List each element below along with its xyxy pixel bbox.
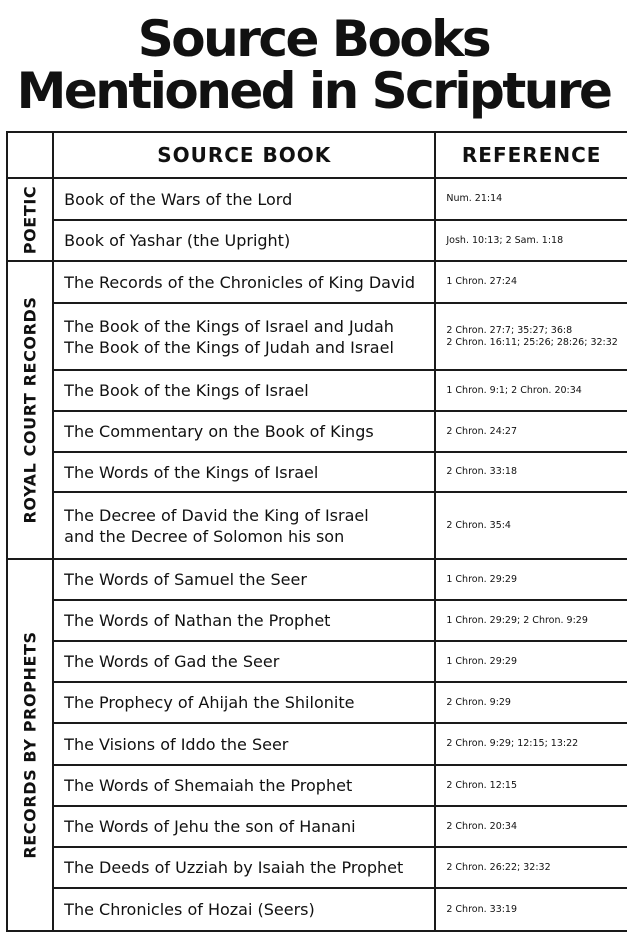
source-book-name: The Book of the Kings of Israel and Judah <box>64 316 394 336</box>
page-title-line-2: Mentioned in Scripture <box>16 62 611 120</box>
reference-text: 2 Chron. 12:15 <box>446 779 518 791</box>
reference-cell <box>435 888 627 931</box>
reference-cell <box>435 261 627 303</box>
table-row <box>7 178 627 220</box>
table-row <box>7 220 627 261</box>
table-row <box>7 888 627 931</box>
source-book-cell <box>53 847 435 888</box>
group-label: ROYAL COURT RECORDS <box>20 296 40 524</box>
group-label: POETIC <box>20 185 40 254</box>
source-book-name: The Book of the Kings of Judah and Israel <box>64 337 394 357</box>
reference-cell <box>435 559 627 600</box>
reference-header: REFERENCE <box>435 132 627 178</box>
source-book-name: The Chronicles of Hozai (Seers) <box>64 900 315 919</box>
group-cell <box>7 178 53 261</box>
table-row <box>7 261 627 303</box>
reference-text: 2 Chron. 35:4 <box>446 519 511 531</box>
reference-text: 2 Chron. 9:29; 12:15; 13:22 <box>446 738 579 749</box>
reference-text: 1 Chron. 29:29 <box>446 573 518 585</box>
group-cell <box>7 261 53 559</box>
source-book-name: The Records of the Chronicles of King David <box>64 272 416 292</box>
reference-text: Josh. 10:13; 2 Sam. 1:18 <box>446 234 564 246</box>
reference-cell <box>435 492 627 559</box>
source-book-name: The Words of Samuel the Seer <box>64 570 307 589</box>
table-row <box>7 765 627 806</box>
table-row <box>7 641 627 682</box>
group-label: RECORDS BY PROPHETS <box>20 631 40 859</box>
group-cell <box>7 559 53 931</box>
source-book-cell <box>53 492 435 559</box>
reference-text: 1 Chron. 29:29; 2 Chron. 9:29 <box>446 614 588 626</box>
reference-cell <box>435 220 627 261</box>
table-row <box>7 370 627 411</box>
source-book-cell <box>53 559 435 600</box>
reference-text: 1 Chron. 9:1; 2 Chron. 20:34 <box>446 384 582 396</box>
reference-cell <box>435 178 627 220</box>
reference-text: 2 Chron. 24:27 <box>446 425 518 437</box>
reference-cell <box>435 600 627 641</box>
table-row <box>7 559 627 600</box>
source-book-cell <box>53 220 435 261</box>
table-row <box>7 600 627 641</box>
reference-cell <box>435 682 627 723</box>
source-book-name: Book of the Wars of the Lord <box>64 189 293 209</box>
source-book-name: The Words of Shemaiah the Prophet <box>64 776 353 795</box>
source-books-table <box>6 131 627 932</box>
reference-cell <box>435 765 627 806</box>
reference-cell <box>435 723 627 765</box>
source-book-name: The Deeds of Uzziah by Isaiah the Prophet <box>64 858 404 877</box>
reference-text: Num. 21:14 <box>446 193 503 204</box>
source-book-name: The Decree of David the King of Israel <box>64 505 369 525</box>
table-row <box>7 452 627 492</box>
source-book-name: The Words of the Kings of Israel <box>64 462 319 482</box>
source-book-cell <box>53 682 435 723</box>
reference-cell <box>435 847 627 888</box>
group-header-cell <box>7 132 53 178</box>
source-book-name: The Prophecy of Ahijah the Shilonite <box>64 693 355 712</box>
source-book-name: and the Decree of Solomon his son <box>64 526 345 546</box>
source-book-name: The Words of Jehu the son of Hanani <box>64 817 356 836</box>
reference-text: 2 Chron. 16:11; 25:26; 28:26; 32:32 <box>446 336 618 348</box>
source-book-cell <box>53 888 435 931</box>
reference-cell <box>435 411 627 452</box>
source-book-cell <box>53 303 435 370</box>
source-book-cell <box>53 806 435 847</box>
reference-text: 2 Chron. 20:34 <box>446 820 518 832</box>
reference-text: 1 Chron. 27:24 <box>446 276 518 287</box>
reference-cell <box>435 641 627 682</box>
source-book-cell <box>53 411 435 452</box>
source-book-header: SOURCE BOOK <box>53 132 435 178</box>
reference-text: 1 Chron. 29:29 <box>446 655 518 667</box>
table-row <box>7 303 627 370</box>
page-title-line-1: Source Books <box>137 10 490 68</box>
source-book-cell <box>53 765 435 806</box>
source-book-cell <box>53 723 435 765</box>
source-book-name: Book of Yashar (the Upright) <box>64 231 291 250</box>
reference-text: 2 Chron. 33:19 <box>446 903 518 915</box>
source-book-name: The Commentary on the Book of Kings <box>64 422 374 441</box>
source-book-cell <box>53 261 435 303</box>
source-book-name: The Visions of Iddo the Seer <box>64 734 289 754</box>
source-book-cell <box>53 452 435 492</box>
table-row <box>7 492 627 559</box>
reference-cell <box>435 370 627 411</box>
table-row <box>7 847 627 888</box>
source-book-name: The Book of the Kings of Israel <box>64 381 309 400</box>
reference-text: 2 Chron. 33:18 <box>446 466 518 477</box>
reference-text: 2 Chron. 27:7; 35:27; 36:8 <box>446 324 573 336</box>
reference-text: 2 Chron. 9:29 <box>446 696 511 708</box>
reference-cell <box>435 806 627 847</box>
source-book-name: The Words of Nathan the Prophet <box>64 611 331 630</box>
source-book-cell <box>53 370 435 411</box>
reference-cell <box>435 452 627 492</box>
table-row <box>7 411 627 452</box>
header-row <box>7 132 627 178</box>
source-book-name: The Words of Gad the Seer <box>64 652 280 671</box>
reference-cell <box>435 303 627 370</box>
table-row <box>7 806 627 847</box>
source-book-cell <box>53 600 435 641</box>
table-row <box>7 723 627 765</box>
reference-text: 2 Chron. 26:22; 32:32 <box>446 861 551 873</box>
table-row <box>7 682 627 723</box>
source-book-cell <box>53 178 435 220</box>
source-book-cell <box>53 641 435 682</box>
